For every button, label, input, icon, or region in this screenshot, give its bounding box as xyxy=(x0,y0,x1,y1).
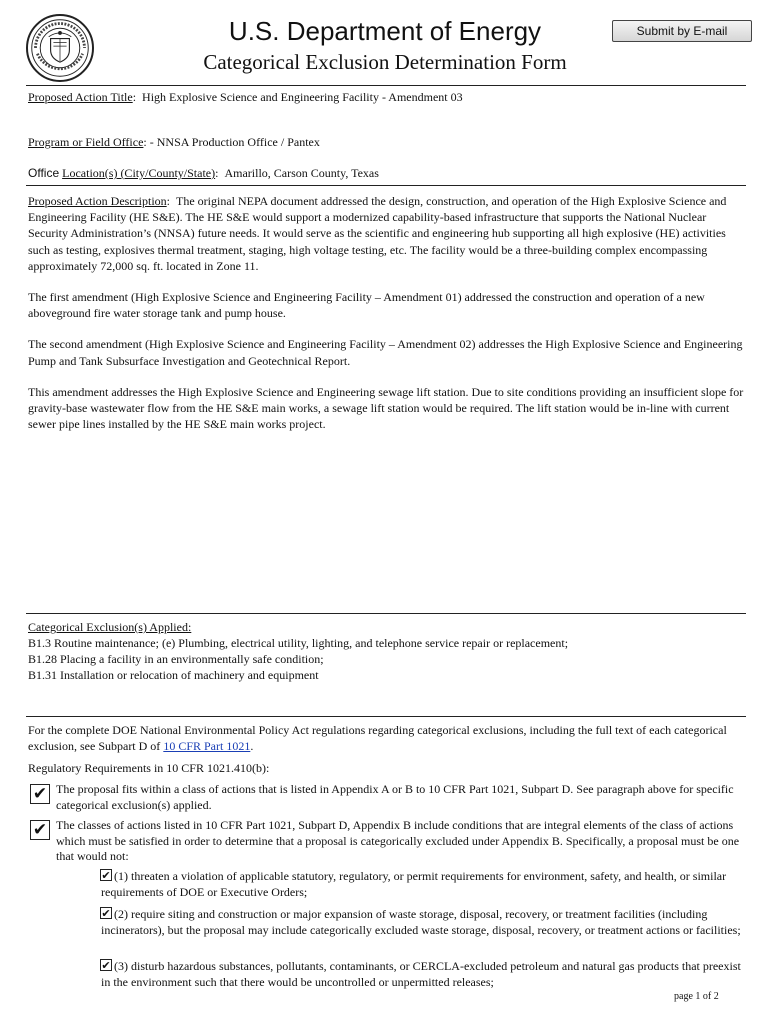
requirement-checkbox-b[interactable] xyxy=(30,820,50,840)
exclusions-label: Categorical Exclusion(s) Applied: xyxy=(28,620,192,634)
action-title-row: Proposed Action Title: High Explosive Science and Engineering Facility - Amendment 03 xyxy=(28,90,463,104)
description-divider xyxy=(26,613,746,614)
checkmark-icon: ✔ xyxy=(101,868,111,882)
requirement-text-a: The proposal fits within a class of actions that is listed in Appendix A or B to 10 CFR Part 1021, Subpart D. See paragraph above for specific categorical exclusion(s) applied. xyxy=(56,782,734,812)
description-paragraph: This amendment addresses the High Explosive Science and Engineering sewage lift station. Due to site conditions providing an insufficient slope for gravity-base wastewater flow from the HE S&E main works, a sewage lift station would be required. The lift station would be in-line with current sewer pipe lines installed by the HE S&E main works project. xyxy=(28,384,744,432)
fields-divider xyxy=(26,185,746,186)
page-number: page 1 of 2 xyxy=(674,991,719,1002)
action-title-label: Proposed Action Title xyxy=(28,90,133,104)
requirements-label: Regulatory Requirements in 10 CFR 1021.410(b): xyxy=(28,761,270,775)
condition-text-3: (3) disturb hazardous substances, pollutants, contaminants, or CERCLA-excluded petroleum and natural gas products that preexist in the environment such that there would be uncontrolled or unpermitted releases; xyxy=(101,959,741,989)
requirement-checkbox-a[interactable] xyxy=(30,784,50,804)
location-field[interactable]: Amarillo, Carson County, Texas xyxy=(224,166,379,180)
exclusions-divider xyxy=(26,716,746,717)
exclusion-item: B1.3 Routine maintenance; (e) Plumbing, electrical utility, lighting, and telephone service repair or replacement; xyxy=(28,636,569,650)
checkmark-icon: ✔ xyxy=(101,958,111,972)
location-row: Office Location(s) (City/County/State): Amarillo, Carson County, Texas xyxy=(28,166,379,180)
program-row: Program or Field Office: - NNSA Production Office / Pantex xyxy=(28,135,320,149)
exclusion-item: B1.28 Placing a facility in an environmentally safe condition; xyxy=(28,652,324,666)
exclusions-block[interactable] xyxy=(28,619,744,683)
checkmark-icon: ✔ xyxy=(32,819,48,840)
exclusion-item: B1.31 Installation or relocation of machinery and equipment xyxy=(28,668,319,682)
checkmark-icon: ✔ xyxy=(32,783,48,804)
checkmark-icon: ✔ xyxy=(101,906,111,920)
program-label: Program or Field Office xyxy=(28,135,144,149)
page-title: U.S. Department of Energy xyxy=(228,16,542,46)
regulatory-intro: For the complete DOE National Environmental Policy Act regulations regarding categorical exclusions, including the full text of each categorical exclusion, see Subpart D of 10 CFR Part 1021. xyxy=(28,723,727,753)
submit-by-email-button[interactable]: Submit by E-mail xyxy=(612,20,752,42)
action-title-field[interactable]: High Explosive Science and Engineering Facility - Amendment 03 xyxy=(142,90,463,104)
description-label: Proposed Action Description xyxy=(28,194,167,208)
header-divider xyxy=(26,85,746,86)
program-field[interactable]: - NNSA Production Office / Pantex xyxy=(149,135,320,149)
description-paragraph: The second amendment (High Explosive Science and Engineering Facility – Amendment 02) addresses the High Explosive Science and Engineering Pump and Tank Subsurface Investigation and Geotechnical Report. xyxy=(28,337,743,368)
description-block[interactable] xyxy=(28,193,744,447)
description-paragraph: The first amendment (High Explosive Science and Engineering Facility – Amendment 01) addressed the construction and operation of a new aboveground fire water storage tank and pump house. xyxy=(28,290,705,321)
location-prefix: Office xyxy=(28,166,60,180)
location-label: Location(s) (City/County/State) xyxy=(62,166,216,180)
condition-text-1: (1) threaten a violation of applicable statutory, regulatory, or permit requirements for environment, safety, and health, or similar requirements of DOE or Executive Orders; xyxy=(101,869,727,899)
condition-text-2: (2) require siting and construction or major expansion of waste storage, disposal, recovery, or treatment facilities (including incinerators), but the proposal may include categorically excluded waste storage, disposal, recovery, or treatment actions or facilities; xyxy=(101,907,741,937)
description-paragraph: Proposed Action Description: The original NEPA document addressed the design, construction, and operation of the High Explosive Science and Engineering Facility (HE S&E). The HE S&E would support a modernized capability-based infrastructure that supports the National Nuclear Security Administration’s (NNSA) future needs. It would serve as the scientific and engineering hub supporting all high explosive (HE) activities such as testing, explosives thermal treatment, staging, high voltage testing, etc. The facility would be a three-building complex encompassing approximately 72,000 sq. ft. located in Zone 11. xyxy=(28,194,727,273)
requirement-text-b: The classes of actions listed in 10 CFR Part 1021, Subpart D, Appendix B include conditions that are integral elements of the class of actions which must be satisfied in order to determine that a proposal is categorically excluded under Appendix B. Specifically, a proposal must be one that would not: xyxy=(56,818,740,863)
form-subtitle: Categorical Exclusion Determination Form xyxy=(203,50,567,74)
cfr-part-1021-link[interactable]: 10 CFR Part 1021 xyxy=(163,739,251,753)
